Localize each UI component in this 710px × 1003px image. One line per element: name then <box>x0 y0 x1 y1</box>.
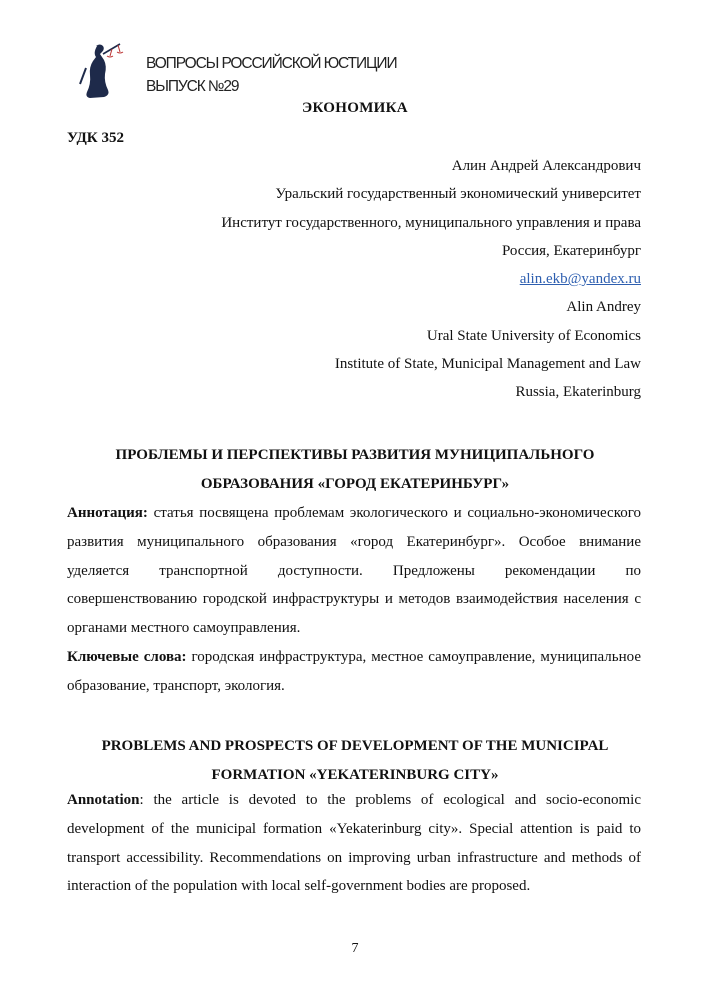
author-location-en: Russia, Ekaterinburg <box>515 384 641 401</box>
annotation-ru-label: Аннотация: <box>67 505 148 521</box>
themis-justice-logo-icon <box>74 40 126 98</box>
author-email-link[interactable]: alin.ekb@yandex.ru <box>519 271 641 288</box>
article-title-en: PROBLEMS AND PROSPECTS OF DEVELOPMENT OF THE MUNICIPAL FORMATION «YEKATERINBURG CITY» <box>101 738 609 783</box>
author-block <box>221 152 641 407</box>
udk-code: УДК 352 <box>67 130 124 146</box>
author-institute-en: Institute of State, Municipal Management and Law <box>334 356 641 373</box>
annotation-ru <box>67 499 641 643</box>
author-name-en: Alin Andrey <box>566 299 641 316</box>
author-university-ru: Уральский государственный экономический университет <box>275 186 641 203</box>
annotation-en-text: : the article is devoted to the problems of ecological and socio-economic development of the municipal formation «Yekaterinburg city». Special attention is paid to transport accessibility. Recommendations on improving urban infrastructure and methods of interaction of the population with local self-government bodies are proposed. <box>67 792 641 895</box>
annotation-ru-text: статья посвящена проблемам экологического и социально-экономического развития муниципального образования «город Екатеринбург». Особое внимание уделяется транспортной доступности. Предложены рекомендации по совершенствованию городской инфраструктуры и методов взаимодействия населения с органами местного самоуправления. <box>67 505 641 637</box>
section-title: ЭКОНОМИКА <box>302 100 408 116</box>
author-institute-ru: Институт государственного, муниципального управления и права <box>221 214 641 231</box>
keywords-ru <box>67 643 641 701</box>
author-name-ru: Алин Андрей Александрович <box>451 158 641 174</box>
journal-issue: ВЫПУСК №29 <box>146 78 239 95</box>
keywords-ru-text: городская инфраструктура, местное самоуправление, муниципальное образование, транспорт, экология. <box>67 649 641 694</box>
author-university-en: Ural State University of Economics <box>426 327 641 344</box>
author-location-ru: Россия, Екатеринбург <box>501 242 641 259</box>
keywords-ru-label: Ключевые слова: <box>67 649 187 665</box>
annotation-en <box>67 786 641 901</box>
journal-name: ВОПРОСЫ РОССИЙСКОЙ ЮСТИЦИИ <box>146 55 397 72</box>
annotation-en-label: Annotation <box>67 792 140 808</box>
journal-title <box>146 52 397 98</box>
page-number: 7 <box>351 941 359 956</box>
article-title-ru: ПРОБЛЕМЫ И ПЕРСПЕКТИВЫ РАЗВИТИЯ МУНИЦИПАЛЬНОГО ОБРАЗОВАНИЯ «ГОРОД ЕКАТЕРИНБУРГ» <box>115 447 595 492</box>
